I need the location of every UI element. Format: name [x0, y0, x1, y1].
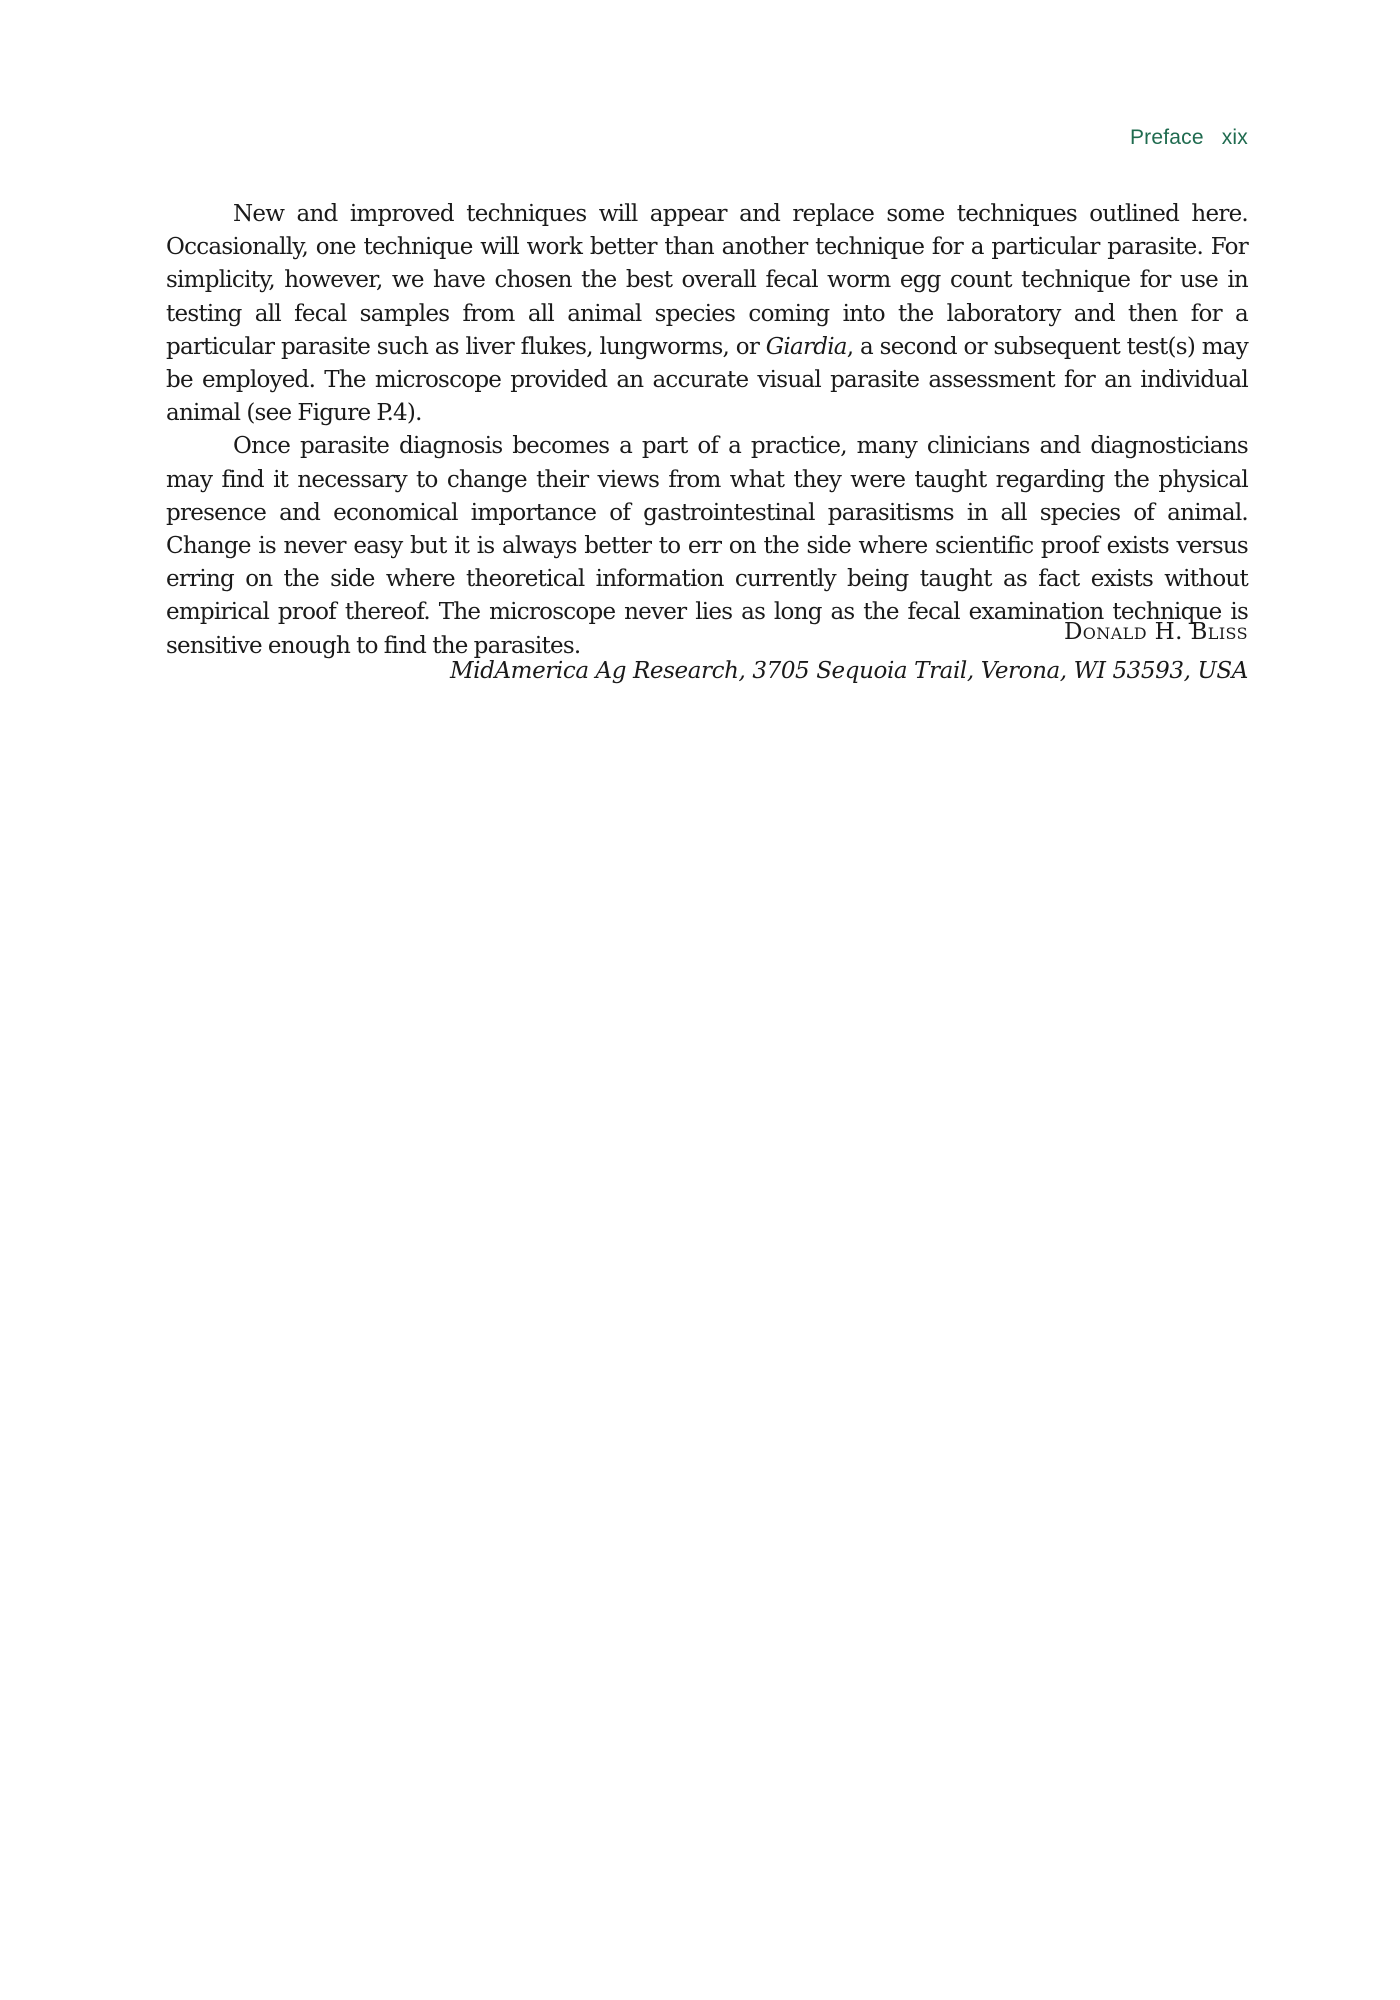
paragraph-1-italic-term: Giardia: [765, 333, 847, 360]
running-head: [1130, 126, 1248, 150]
preface-body: [166, 198, 1248, 663]
paragraph-1-text-before: New and improved techniques will appear and replace some techniques outlined here. Occasionally, one technique will work better than another technique for a particular parasite. For simplicity, however, we have chosen the best overall fecal worm egg count technique for use in testing all fecal samples from all animal species coming into the laboratory and then for a particular parasite such as liver flukes, lungworms, or: [166, 201, 1248, 360]
paragraph-1-text-after: , a second or subsequent test(s) may be employed. The microscope provided an accurate visual parasite assessment for an individual animal (see Figure P.4).: [166, 333, 1248, 427]
author-affiliation: MidAmerica Ag Research, 3705 Sequoia Trail, Verona, WI 53593, USA: [450, 658, 1248, 684]
author-name: Donald H. Bliss: [1063, 619, 1248, 645]
page-number: xix: [1221, 126, 1248, 149]
paragraph-1: [166, 198, 1248, 430]
paragraph-2: Once parasite diagnosis becomes a part of a practice, many clinicians and diagnosticians may find it necessary to change their views from what they were taught regarding the physical presence and economical importance of gastrointestinal parasitisms in all species of animal. Change is never easy but it is always better to err on the side where scientific proof exists versus erring on the side where theoretical information currently being taught as fact exists without empirical proof thereof. The microscope never lies as long as the fecal examination technique is sensitive enough to find the parasites.: [166, 433, 1248, 659]
signature-block: [450, 614, 1248, 690]
running-head-section: Preface: [1129, 126, 1204, 149]
